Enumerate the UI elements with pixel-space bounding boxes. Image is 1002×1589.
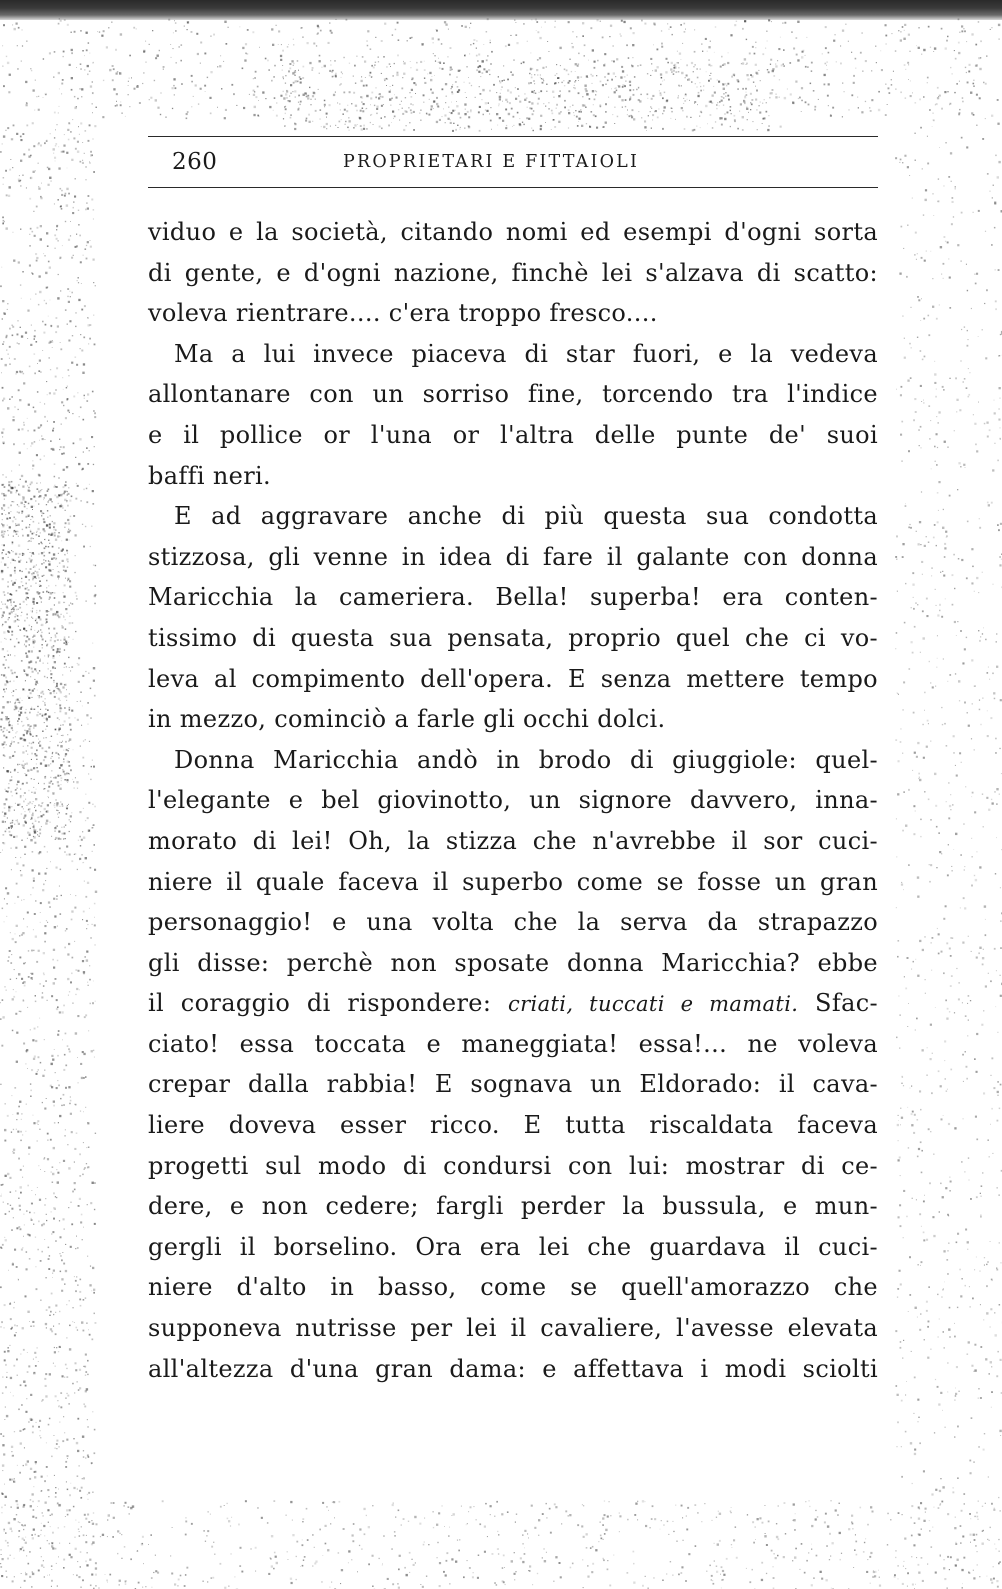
text-line: Ma a lui invece piaceva di star fuori, e la vedeva [174,339,878,368]
text-line: voleva rientrare.... c'era troppo fresco.... [148,299,658,328]
header-rule-top [148,136,878,137]
text-line: leva al compimento dell'opera. E senza mettere tempo [148,664,878,693]
page-number: 260 [172,149,218,175]
text-line: niere il quale faceva il superbo come se fosse un gran [148,867,878,896]
text-line: gergli il borselino. Ora era lei che guardava il cuci- [148,1232,878,1261]
text-line: supponeva nutrisse per lei il cavaliere, l'avesse elevata [148,1314,878,1343]
running-head: PROPRIETARI E FITTAIOLI [343,152,640,172]
text-line: e il pollice or l'una or l'altra delle punte de' suoi [148,420,878,449]
text-line-part: il coraggio di rispondere: [148,989,509,1018]
text-line: di gente, e d'ogni nazione, finchè lei s'alzava di scatto: [148,258,878,287]
text-line: morato di lei! Oh, la stizza che n'avrebbe il sor cuci- [148,826,878,855]
text-line: personaggio! e una volta che la serva da strapazzo [148,908,878,937]
text-line: niere d'alto in basso, come se quell'amorazzo che [148,1273,878,1302]
scan-border [0,0,1002,20]
text-line: allontanare con un sorriso fine, torcendo tra l'indice [148,380,878,409]
page-header [148,136,878,192]
text-line: in mezzo, cominciò a farle gli occhi dolci. [148,705,666,734]
text-line: Maricchia la cameriera. Bella! superba! era conten- [148,583,878,612]
text-line: stizzosa, gli venne in idea di fare il galante con donna [148,542,878,571]
text-line: Donna Maricchia andò in brodo di giuggiole: quel- [174,745,878,774]
text-line: all'altezza d'una gran dama: e affettava i modi sciolti [148,1354,878,1383]
italic-quote: criati, tuccati e mamati. [508,992,799,1017]
text-line: liere doveva esser ricco. E tutta riscaldata faceva [148,1111,878,1140]
text-line: ciato! essa toccata e maneggiata! essa!... ne voleva [148,1029,878,1058]
text-line: E ad aggravare anche di più questa sua condotta [174,502,878,531]
text-line: gli disse: perchè non sposate donna Maricchia? ebbe [148,948,878,977]
text-line: l'elegante e bel giovinotto, un signore davvero, inna- [148,786,878,815]
text-line: progetti sul modo di condursi con lui: mostrar di ce- [148,1151,878,1180]
header-rule-bottom [148,187,878,188]
text-line: crepar dalla rabbia! E sognava un Eldorado: il cava- [148,1070,878,1099]
text-line [148,983,878,1024]
text-line: dere, e non cedere; fargli perder la bussula, e mun- [148,1192,878,1221]
text-line-part: Sfac- [798,989,878,1018]
text-line: baffi neri. [148,461,272,490]
text-line: viduo e la società, citando nomi ed esempi d'ogni sorta [148,218,878,246]
body-text [148,212,878,1389]
text-line: tissimo di questa sua pensata, proprio quel che ci vo- [148,623,878,652]
